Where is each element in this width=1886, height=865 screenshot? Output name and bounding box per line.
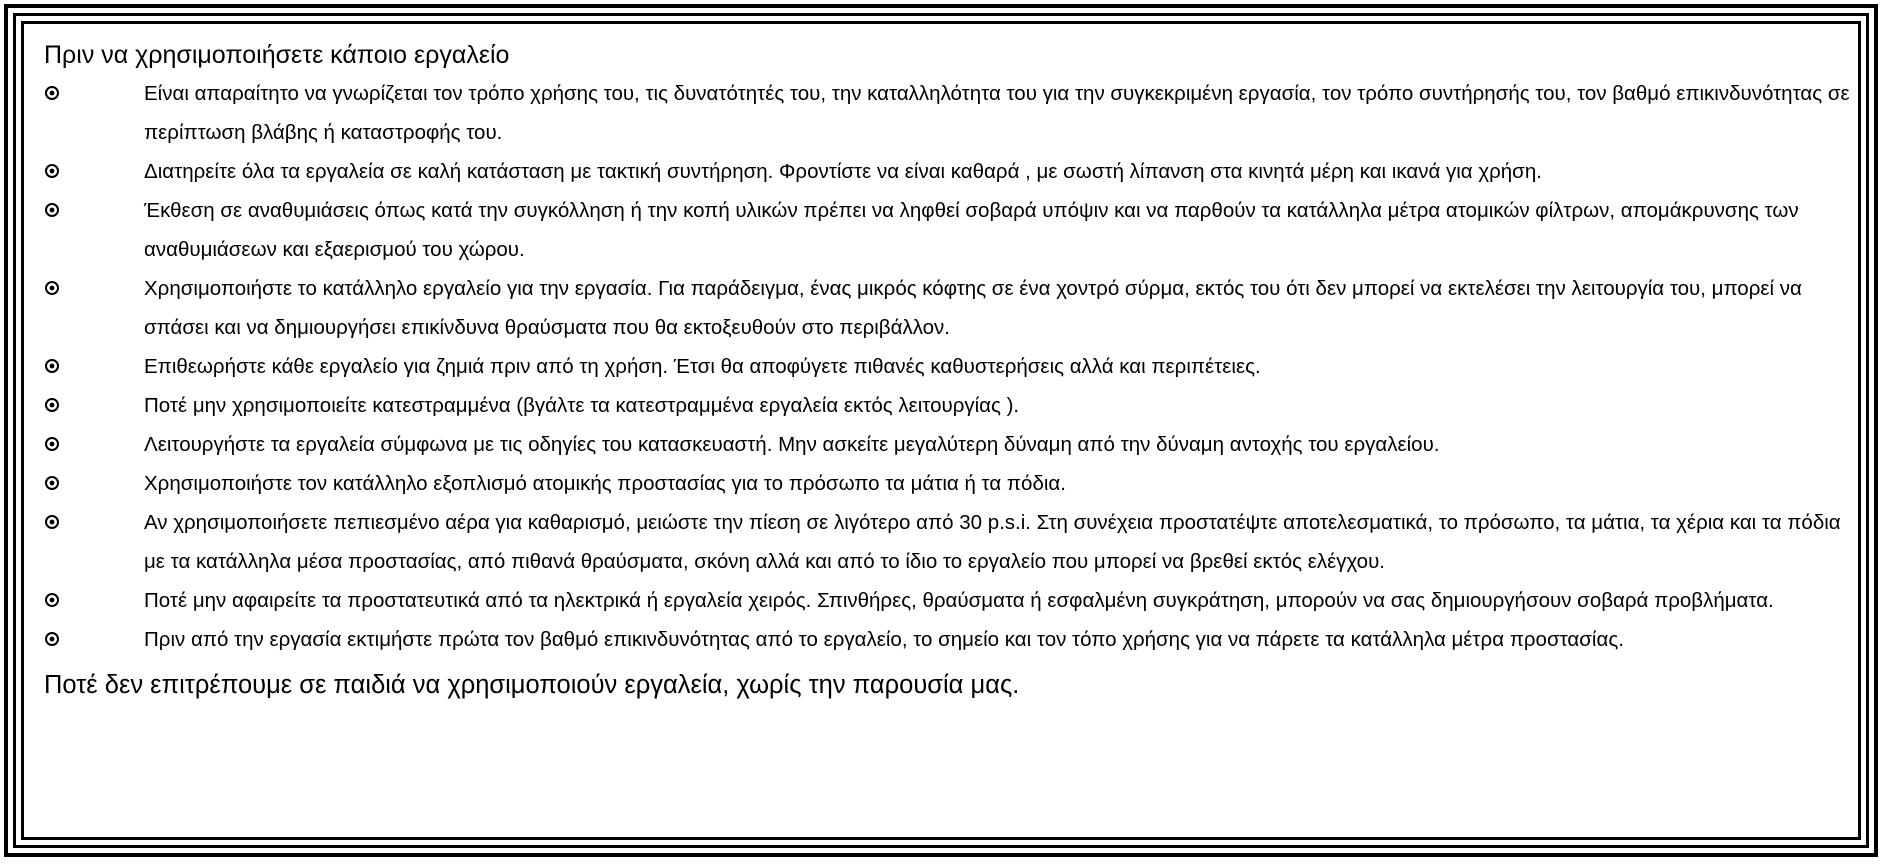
circled-dot-icon — [44, 397, 60, 413]
list-item — [44, 74, 1854, 152]
circled-dot-icon — [44, 202, 60, 218]
circled-dot-icon — [44, 631, 60, 647]
list-item — [44, 464, 1854, 503]
list-item-text: Χρησιμοποιήστε τον κατάλληλο εξοπλισμό ατομικής προστασίας για το πρόσωπο τα μάτια ή τα πόδια. — [144, 472, 1066, 495]
list-item-text: Διατηρείτε όλα τα εργαλεία σε καλή κατάσταση με τακτική συντήρηση. Φροντίστε να είναι καθαρά , με σωστή λίπανση στα κινητά μέρη και ικανά για χρήση. — [144, 160, 1542, 183]
circled-dot-icon — [44, 436, 60, 452]
list-item-text: Χρησιμοποιήστε το κατάλληλο εργαλείο για την εργασία. Για παράδειγμα, ένας μικρός κόφτης σε ένα χοντρό σύρμα, εκτός του ότι δεν μπορεί να εκτελέσει την λειτουργία του, μπορεί να σπάσει και να δημιουργήσει επικίνδυνα θραύσματα που θα εκτοξευθούν στο περιβάλλον. — [144, 277, 1802, 339]
circled-dot-icon — [44, 592, 60, 608]
list-item — [44, 581, 1854, 620]
list-item — [44, 386, 1854, 425]
list-item — [44, 269, 1854, 347]
list-item-text: Ποτέ μην αφαιρείτε τα προστατευτικά από τα ηλεκτρικά ή εργαλεία χειρός. Σπινθήρες, θραύσματα ή εσφαλμένη συγκράτηση, μπορούν να σας δημιουργήσουν σοβαρά προβλήματα. — [144, 589, 1774, 612]
list-item-text: Λειτουργήστε τα εργαλεία σύμφωνα με τις οδηγίες του κατασκευαστή. Μην ασκείτε μεγαλύτερη δύναμη από την δύναμη αντοχής του εργαλείου. — [144, 433, 1440, 456]
list-item — [44, 503, 1854, 581]
notice-heading: Πριν να χρησιμοποιήσετε κάποιο εργαλείο — [44, 41, 510, 69]
circled-dot-icon — [44, 280, 60, 296]
list-item-text: Είναι απαραίτητο να γνωρίζεται τον τρόπο χρήσης του, τις δυνατότητές του, την καταλληλότητα του για την συγκεκριμένη εργασία, τον τρόπο συντήρησής του, τον βαθμό επικινδυνότητας σε περίπτωση βλάβης ή καταστροφής του. — [144, 82, 1850, 144]
list-item-text: Πριν από την εργασία εκτιμήστε πρώτα τον βαθμό επικινδυνότητας από το εργαλείο, το σημείο και τον τόπο χρήσης για να πάρετε τα κατάλληλα μέτρα προστασίας. — [144, 628, 1624, 651]
list-item-text: Ποτέ μην χρησιμοποιείτε κατεστραμμένα (βγάλτε τα κατεστραμμένα εργαλεία εκτός λειτουργίας ). — [144, 394, 1020, 417]
list-item — [44, 152, 1854, 191]
circled-dot-icon — [44, 514, 60, 530]
safety-notice — [44, 38, 1854, 702]
closing-statement: Ποτέ δεν επιτρέπουμε σε παιδιά να χρησιμοποιούν εργαλεία, χωρίς την παρουσία μας. — [44, 671, 1020, 699]
list-item-text: Έκθεση σε αναθυμιάσεις όπως κατά την συγκόλληση ή την κοπή υλικών πρέπει να ληφθεί σοβαρά υπόψιν και να παρθούν τα κατάλληλα μέτρα ατομικών φίλτρων, απομάκρυνσης των αναθυμιάσεων και εξαερισμού του χώρου. — [144, 199, 1799, 261]
circled-dot-icon — [44, 163, 60, 179]
list-item — [44, 425, 1854, 464]
list-item — [44, 620, 1854, 659]
list-item-text: Επιθεωρήστε κάθε εργαλείο για ζημιά πριν από τη χρήση. Έτσι θα αποφύγετε πιθανές καθυστερήσεις αλλά και περιπέτειες. — [144, 355, 1261, 378]
list-item — [44, 347, 1854, 386]
circled-dot-icon — [44, 475, 60, 491]
safety-rules-list — [44, 74, 1854, 659]
list-item-text: Αν χρησιμοποιήσετε πεπιεσμένο αέρα για καθαρισμό, μειώστε την πίεση σε λιγότερο από 30 p.s.i. Στη συνέχεια προστατέψτε αποτελεσματικά, το πρόσωπο, τα μάτια, τα χέρια και τα πόδια με τα κατάλληλα μέσα προστασίας, από πιθανά θραύσματα, σκόνη αλλά και από το ίδιο το εργαλείο που μπορεί να βρεθεί εκτός ελέγχου. — [144, 511, 1841, 573]
list-item — [44, 191, 1854, 269]
circled-dot-icon — [44, 85, 60, 101]
circled-dot-icon — [44, 358, 60, 374]
